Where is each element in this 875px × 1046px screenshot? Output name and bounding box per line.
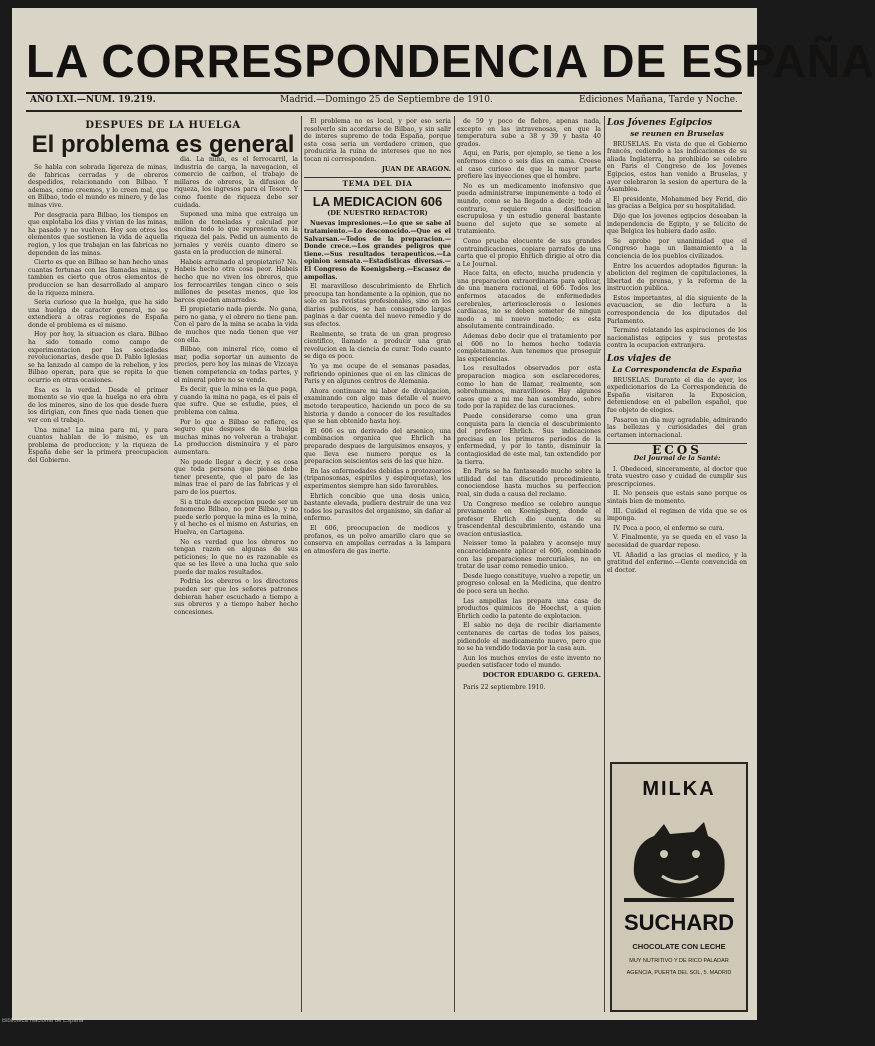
ad-product: CHOCOLATE CON LECHE [632,942,726,951]
lead-kicker: DESPUES DE LA HUELGA [85,120,241,131]
article-paragraph: El 606, preocupacion de medicos y profanos, es un polvo amarillo claro que se conserva en ampollas cerradas a la lampara en atmosfera de gas inerte. [304,524,451,555]
article-paragraph: Habeis arruinado al propietario? No. Habeis hecho otra cosa peor. Habeis hecho que no viven los obreros, que los ferrocarriles tengan cinco o seis millones de pesetas menos, que los barcos queden amarrados. [174,258,298,304]
column-1 [28,164,168,1044]
news-paragraph: Estos importantes, al dia siguiente de la evacuacion, se dio lectura a la correspondencia de los diputados del Parlamento. [607,294,747,325]
article-paragraph: Ehrlich concibio que una dosis unica, bastante elevada, pudiera destruir de una vez todos los parasitos del organismo, sin dañar al enfermo. [304,492,451,523]
article-paragraph: El propietario nada pierde. No gana, pero no gana, y el obrero no tiene pan. Con el paro de la mina se acaba la vida de muchos que nada tienen que ver con ella. [174,306,298,344]
cow-illustration-icon [624,814,734,904]
article-signature: DOCTOR EDUARDO G. GEREDA. [482,670,601,679]
article-byline: (DE NUESTRO REDACTOR) [327,208,428,217]
article-dateline: Paris 22 septiembre 1910. [463,683,546,691]
ecos-item: IV. Poca a poco, el enfermo se cura. [613,524,725,532]
ecos-title: ECOS [607,443,747,455]
ad-brand-milka: MILKA [642,778,716,800]
news-paragraph: El presidente, Mohammed bey Ferid, dio las gracias a Belgica por su hospitalidad. [607,195,747,211]
column-divider [604,116,605,1012]
news-paragraph: Entre los acuerdos adoptados figuran: la abolicion del regimen de capitulaciones, la libertad de prensa, y la reforma de la instruccion publica. [607,262,747,293]
article-paragraph: Los resultados observados por esta preparacion magica son esclarecedores, como lo han de llamar, realmente, son sobrehumanos, maravillosos. Hay algunos casos que a mi me han asombrado, sobre todo por la rapidez de las curaciones. [457,365,601,411]
article-paragraph: El maravilloso descubrimiento de Ehrlich preocupa tan hondamente a la opinion, que no solo en las revistas profesionales, sino en los diarios publicos, se han consagrado largas paginas a dar cuenta del nuevo remedio y de sus efectos. [304,283,451,329]
news-paragraph: BRUSELAS. Durante el dia de ayer, los expedicionarios de La Correspondencia de España visitaron la Exposicion, deteniendose en el pabellon español, que fue objeto de elogios. [607,376,747,414]
article-paragraph: de 59 y poco de fiebre, apenas nada, excepto en las intravenosas, en que la temperatura sube a 38 y 39 y hasta 40 grados. [457,118,601,148]
ecos-item: II. No penseis que estais sano porque os sintais bien de momento. [607,490,747,505]
issue-number: AÑO LXI.—NÚM. 19.219. [30,95,156,105]
ecos-item: V. Finalmente, ya se queda en el vaso la necesidad de guardar reposo. [607,534,747,549]
lead-paragraph: Una mina! La mina para mi, y para cuantos hablan de lo mismo, es un problema de produccion; y la riqueza de España debe ser la primera preocupacion del Gobierno. [28,426,168,464]
ad-brand-suchard: SUCHARD [624,910,734,935]
article-paragraph: Podria los obreros o los directores pueden ser que los señores patronos debieran haber escuchado a tiempo a sus obreros y a tiempo haber hecho concesiones. [174,578,298,616]
lead-paragraph: Cierto es que en Bilbao se han hecho unas cuantas fortunas con las llamadas minas, y tambien es cierto que otros elementos de produccion se han desarrollado al amparo de la riqueza minera. [28,259,168,297]
column-divider [301,116,302,1012]
ecos-item: III. Cuidad el regimen de vida que se os imponga. [607,507,747,523]
article-paragraph: El problema no es local, y por eso seria resolverlo sin acordarse de Bilbao, y sin salir de interes supremo de toda España, porque esta cosa seria un verdadero crimen, que produciria la ruina de intereses que no nos tocan ni corresponden. [304,118,451,163]
lead-paragraph: Hoy por hoy, la situacion es clara. Bilbao ha sido tomado como campo de experimentacion por las sociedades revolucionarias, desde que D. Pablo Iglesias se ha lanzado al campo de la rebelion, y los Bilbao operan, para que se repita lo que ocurrio en otras ocasiones. [28,331,168,385]
article-headline: LA MEDICACION 606 [312,193,443,209]
article-paragraph: Aun los muchos envios de este invento no pueden satisfacer todo el mundo. [457,654,601,670]
news-heading: Los viajes de [607,354,672,365]
dateline [30,93,738,107]
lead-paragraph: Seria curioso que la huelga, que ha sido una huelga de caracter general, no se extendiera a otras regiones de España donde el problema es el mismo. [28,299,168,329]
lead-paragraph: Esa es la verdad. Desde el primer momento se vio que la huelga no era obra de los mineros, sino de los que desde fuera los dirigian, con fines que nada tienen que ver con el trabajo. [28,386,168,424]
news-paragraph: Pasaron un dia muy agradable, admirando las bellezas y curiosidades del gran certamen internacional. [607,416,747,439]
column-5 [607,118,747,758]
ecos-item: I. Obedeced, sinceramente, al doctor que trata vuestro caso y cuidad de cumplir sus prescripciones. [607,465,747,488]
article-paragraph: No es verdad que los obreros no tengan razon en algunas de sus peticiones; lo que no es razonable es que se les lleve a una lucha que solo puede dar malos resultados. [174,538,298,576]
article-paragraph: Por lo que a Bilbao se refiere, es seguro que despues de la huelga muchas minas no volveran a trabajar. La produccion disminuira y el paro aumentara. [174,418,298,456]
news-paragraph: Dijo que los jovenes egipcios deseaban la independencia de Egipto, y se felicito de que Belgica les hubiera dado asilo. [607,212,747,236]
news-paragraph: Terminó relatando las aspiraciones de los nacionalistas egipcios y sus protestas contra la ocupacion extranjera. [607,327,747,350]
article-paragraph: Suponed una mina que extraiga un millon de toneladas y calculad por encima todo lo que representa en la riqueza del pais. Pedid un aumento de jornales y veréis cuanto dinero se gasta en la produccion de mineral. [174,211,298,257]
article-paragraph: Si a titulo de excepcion puede ser un fenomeno Bilbao, no por Bilbao, y no puede serlo porque la mina es la mina, y el hecho es el mismo en Asturias, en Huelva, en Cartagena. [174,498,298,536]
article-paragraph: El 606 es un derivado del arsenico, una combinacion organica que Ehrlich ha preparado despues de larguisimos ensayos, y que lleva ese numero porque es la preparacion seiscientos seis de las que hizo. [304,427,451,466]
masthead: LA CORRESPONDENCIA DE ESPAÑA [26,35,875,87]
news-subheading: La Correspondencia de España [612,365,742,375]
article-paragraph: En las enfermedades debidas a protozoarios (tripanosomas, espirilos y espiroquetas), los experimentos siempre han sido favorables. [304,467,451,490]
article-signature: JUAN DE ARAGON. [381,164,451,173]
article-paragraph: En Paris se ha fantaseado mucho sobre la utilidad del tan discutido procedimiento, conociendose hasta muchos su perfeccion real, sin duda a causa del reclamo. [457,468,601,498]
section-title: TEMA DEL DIA [304,177,451,191]
lead-paragraph: Se habla con sobrada ligereza de minas, de fabricas cerradas y de obreros despedidos, relacionando con Bilbao. Y ademas, como creemos, y lo creen mal, que en Bilbao, todo el mundo es minero, y de las minas vive. [28,164,168,209]
column-2 [174,156,298,1046]
article-paragraph: Realmente, se trata de un gran progreso cientifico, llamado a producir una gran revolucion en la ciencia de curar. Todo cuanto se diga es poco. [304,330,451,361]
article-paragraph: Ahora continuare mi labor de divulgacion, examinando con algo mas detalle el nuevo metodo terapeutico, haciendo un poco de su historia y dando a conocer de los resultados que se han obtenido hasta hoy. [304,387,451,426]
suchard-advertisement [610,762,748,1012]
ecos-source: Del Journal de la Santé: [633,453,721,462]
column-divider [454,116,455,1012]
column-3 [304,118,451,1008]
article-paragraph: Yo ya me ocupe de el semanas pasadas, refiriendo opiniones que oi en las clinicas de Paris y en algunos centros de Alemania. [304,363,451,386]
news-heading: Los Jóvenes Egipcios [607,118,713,128]
news-paragraph: BRUSELAS. En vista de que el Gobierno francés, cediendo a las indicaciones de su aliada Inglaterra, ha prohibido se celebre en Paris el Congreso de los Jovenes Egipcios, estos han venido a Bruselas, y ayer celebraron la sesion de apertura de la Asamblea. [607,140,747,194]
article-paragraph: Hace falta, en efecto, mucha prudencia y una preparacion extraordinaria para aplicar, de una manera racional, el 606. Todos los enfermos atacados de enfermedades cerebrales, arteriosclerosis o lesiones cardiacas, no se deben someter de ningun modo a mi nuevo metodo; es esta absolutamente contraindicado. [457,270,601,331]
article-paragraph: Es decir, que la mina es la que paga, y cuando la mina no paga, es el pais el que sufre. Que se estudie, pues, el problema con calma. [174,386,298,416]
article-paragraph: El sabio no deja de recibir diariamente centenares de cartas de todos los paises, pidiendole el medicamento nuevo, pero que no se ha vendido todavia por la casa aun. [457,622,601,653]
archive-credit: Biblioteca Nacional de España [2,1018,84,1024]
news-paragraph: Se aprobo por unanimidad que el Congreso haga un llamamiento a la conciencia de los pueblos civilizados. [607,237,747,260]
issue-date: Madrid.—Domingo 25 de Septiembre de 1910. [280,95,493,105]
ad-tagline: MUY NUTRITIVO Y DE RICO PALADAR [629,958,729,964]
article-paragraph: Desde luego constituye, vuelvo a repetir, un progreso colosal en la Medicina, que dentro de poco sera un hecho. [457,572,601,596]
article-paragraph: Como prueba elocuente de sus grandes contraindicaciones, copiare parrafos de una carta que el propio Ehrlich dirigio al otro dia a Le Journal. [457,237,601,268]
article-paragraph: Puede considerarse como una gran conquista para la ciencia el descubrimiento del profesor Ehrlich. Sus indicaciones precisas en los primeros periodos de la enfermedad, y por lo tanto, disminuir la contagiosidad de este mal, tan extendido por la tierra. [457,412,601,466]
column-4 [457,118,601,1008]
article-paragraph: Las ampollas las prepara una casa de productos quimicos de Hoechst, a quien Ehrlich cedio la patente de explotacion. [457,597,601,620]
article-paragraph: Ademas debo decir que el tratamiento por el 606 no lo hemos hecho todavia completamente. Aun tenemos que proseguir las experiencias. [457,333,601,363]
article-paragraph: Un Congreso medico se celebro aunque previamente en Koenigsberg, donde el profesor Ehrlich dio cuenta de su trascendental descubrimiento, estando una ovacion entusiastica. [457,500,601,538]
dateline-rule [26,110,742,112]
editions-note: Ediciones Mañana, Tarde y Noche. [579,95,738,105]
article-summary: Nuevas impresiones.—Lo que se sabe al tratamiento.—Lo desconocido.—Que es el Salvarsan.—Todos de la preparacion.—Donde crece.—Los grandes peligros que tiene.—Sus resultados terapeuticos.—La opinion sensata.—Estadisticas diversas.—El Congreso de Koenigsberg.—Escasez de ampollas. [304,220,451,281]
news-subheading: se reunen en Bruselas [630,129,724,138]
lead-headline: El problema es general [31,131,295,158]
newspaper-page [12,8,875,1020]
ecos-item: VI. Añadid a las gracias el medico, y la gratitud del enfermo.—Gente convencida en el doctor. [607,551,747,574]
article-paragraph: No es un medicamento inofensivo que pueda administrarse impunemente a todo el mundo, como se ha llegado a decir; todo al contrario, requiere una dosificacion escrupulosa y un estudio general bastante bueno del sujeto que se somete al tratamiento. [457,182,601,236]
article-paragraph: Neisser tomo la palabra y aconsejo muy encarecidamente aplicar el 606, combinado con las preparaciones mercuriales, no en tratar de usar como remedio unico. [457,540,601,571]
article-paragraph: Bilbao, con mineral rico, como el mar, podia soportar un aumento de precios, pero hoy las minas de Vizcaya tienen competencia en todas partes, y el mineral pobre no se vende. [174,346,298,384]
ad-address: AGENCIA, PUERTA DEL SOL, 5. MADRID [626,970,732,976]
article-paragraph: Aqui, en Paris, por ejemplo, se tiene a los enfermos cinco o seis dias en cama. Creese el caso curioso de que la mayor parte prefiere las inyecciones que el hombre. [457,150,601,181]
article-paragraph: No puede llegar a decir, y es cosa que toda persona que piense debe tener presente, que el paro de las minas trae el paro de las fabricas y el paro de los puertos. [174,458,298,496]
lead-paragraph: Por desgracia para Bilbao, los tiempos en que explotaba los dias y vivian de las minas, ha pasado y no vuelven. Hoy son otros los elementos que sostienen la vida de aquella region, y los que trabajan en las fabricas no dependen de las minas. [28,211,168,257]
article-paragraph: dia. La mina, es el ferrocarril, la industria de carga, la navegacion, el comercio de carbon, el trabajo de millares de obreros, la difusion de riqueza, los ingresos para el Tesoro. Y como fuente de riqueza debe ser cuidada. [174,156,298,209]
